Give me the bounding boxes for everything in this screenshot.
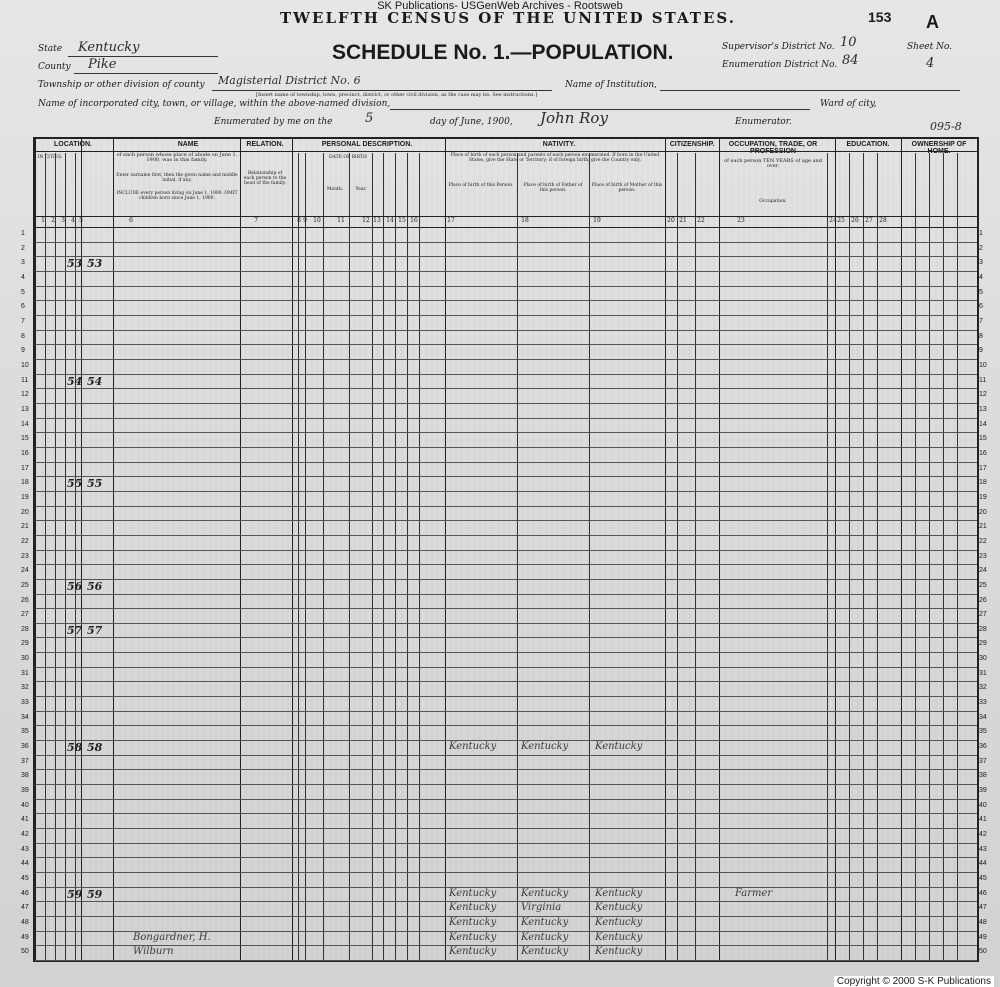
row-divider: [35, 887, 977, 888]
name-rule: Enter surname first, then the given name and middle initial, if any.: [116, 173, 238, 183]
row-number: 49: [21, 933, 29, 941]
family-number: 54: [87, 374, 103, 388]
row-number: 27: [979, 611, 987, 619]
column-number: 6: [129, 217, 133, 224]
column-divider: [517, 153, 518, 960]
row-number: 9: [979, 347, 983, 355]
group-occupation: OCCUPATION, TRADE, OR PROFESSION: [728, 141, 818, 155]
family-number: 56: [87, 579, 103, 593]
row-number: 37: [21, 757, 29, 765]
supervisor-value: 10: [840, 35, 857, 50]
row-divider: [35, 447, 977, 448]
township-label: Township or other division of county: [38, 80, 205, 90]
row-number: 10: [21, 361, 29, 369]
row-divider: [35, 286, 977, 287]
row-divider: [35, 799, 977, 800]
row-divider: [35, 652, 977, 653]
row-number: 32: [979, 684, 987, 692]
row-number: 49: [979, 933, 987, 941]
column-number: 22: [697, 217, 705, 224]
dwelling-number: 56: [67, 579, 83, 593]
row-number: 11: [21, 376, 29, 384]
column-number: 17: [447, 217, 455, 224]
column-number: 5: [79, 217, 83, 224]
state-label: State: [38, 44, 63, 54]
column-divider: [419, 153, 420, 960]
enumeration-value: 84: [842, 53, 859, 68]
row-divider: [35, 242, 977, 243]
row-divider: [35, 227, 977, 228]
row-number: 10: [979, 361, 987, 369]
township-value: Magisterial District No. 6: [218, 74, 361, 87]
row-number: 8: [21, 332, 25, 340]
birthplace-father: Kentucky: [521, 931, 569, 943]
row-number: 6: [21, 303, 25, 311]
row-number: 47: [979, 904, 987, 912]
row-number: 32: [21, 684, 29, 692]
row-divider: [35, 594, 977, 595]
group-personal: PERSONAL DESCRIPTION.: [321, 141, 413, 148]
column-divider: [45, 153, 46, 960]
group-ownership: OWNERSHIP OF HOME.: [911, 141, 967, 155]
column-divider: [75, 153, 76, 960]
column-divider: [827, 153, 828, 960]
row-number: 36: [21, 743, 29, 751]
enumerator-label: Enumerator.: [735, 117, 792, 127]
row-number: 50: [979, 948, 987, 956]
row-divider: [35, 506, 977, 507]
row-divider: [35, 520, 977, 521]
row-number: 1: [21, 230, 25, 237]
row-divider: [35, 462, 977, 463]
row-number: 4: [979, 273, 983, 281]
date-of-birth-label: DATE OF BIRTH: [329, 155, 367, 160]
column-number: 20: [667, 217, 675, 224]
row-divider: [35, 418, 977, 419]
row-divider: [35, 579, 977, 580]
row-divider: [35, 300, 977, 301]
column-divider: [915, 153, 916, 960]
birth-father-label: Place of birth of Father of this person.: [523, 183, 583, 193]
row-divider: [35, 901, 977, 902]
row-number: 19: [979, 493, 987, 501]
column-number: 25: [837, 217, 845, 224]
row-number: 50: [21, 948, 29, 956]
row-number: 46: [979, 889, 987, 897]
row-number: 12: [21, 391, 29, 399]
row-divider: [35, 667, 977, 668]
row-number: 16: [21, 449, 29, 457]
row-number: 23: [21, 552, 29, 560]
row-number: 45: [21, 875, 29, 883]
row-number: 47: [21, 904, 29, 912]
row-number: 33: [21, 699, 29, 707]
column-divider: [929, 153, 930, 960]
row-divider: [35, 711, 977, 712]
credit-bottom: Copyright © 2000 S-K Publications: [834, 976, 994, 987]
row-number: 30: [21, 655, 29, 663]
column-number: 9: [303, 217, 307, 224]
birthplace-mother: Kentucky: [595, 917, 643, 929]
enumeration-label: Enumeration District No.: [722, 60, 838, 70]
row-divider: [35, 476, 977, 477]
column-number: 19: [593, 217, 601, 224]
column-divider: [943, 153, 944, 960]
row-divider: [35, 696, 977, 697]
column-divider: [863, 153, 864, 960]
column-number: 16: [410, 217, 418, 224]
enumerated-day: 5: [365, 111, 374, 126]
row-number: 18: [979, 479, 987, 487]
column-number: 15: [398, 217, 406, 224]
month-label: Month.: [326, 187, 344, 192]
row-number: 7: [21, 317, 25, 325]
row-divider: [35, 315, 977, 316]
row-number: 35: [979, 728, 987, 736]
row-number: 8: [979, 332, 983, 340]
row-number: 45: [979, 875, 987, 883]
column-divider: [65, 153, 66, 960]
group-education: EDUCATION.: [846, 141, 890, 148]
township-note: [Insert name of township, town, precinct, district, or other civil division, as the case may be. See instructions.]: [256, 92, 538, 98]
row-divider: [35, 843, 977, 844]
row-number: 41: [979, 816, 987, 824]
page-letter: A: [926, 12, 939, 32]
column-divider: [677, 153, 678, 960]
supervisor-label: Supervisor's District No.: [722, 42, 835, 52]
row-divider: [35, 256, 977, 257]
row-number: 44: [979, 860, 987, 868]
row-number: 28: [21, 625, 29, 633]
row-number: 40: [21, 801, 29, 809]
row-number: 16: [979, 449, 987, 457]
row-number: 20: [21, 508, 29, 516]
column-divider: [407, 153, 408, 960]
column-number: 26: [851, 217, 859, 224]
column-divider: [695, 153, 696, 960]
birthplace-father: Kentucky: [521, 741, 569, 753]
group-location: LOCATION.: [54, 141, 92, 148]
row-divider: [35, 623, 977, 624]
county-value: Pike: [88, 57, 117, 72]
row-number: 31: [21, 669, 29, 677]
column-divider: [957, 153, 958, 960]
column-divider: [298, 153, 299, 960]
row-number: 34: [21, 713, 29, 721]
row-divider: [35, 344, 977, 345]
county-line: [74, 73, 218, 74]
column-number: 27: [865, 217, 873, 224]
relation-description: Relationship of each person to the head of the family.: [243, 171, 287, 186]
row-number: 4: [21, 273, 25, 281]
row-divider: [35, 564, 977, 565]
column-divider: [305, 153, 306, 960]
occupation-entry: Farmer: [735, 887, 773, 899]
row-number: 38: [21, 772, 29, 780]
row-number: 2: [21, 244, 25, 252]
row-divider: [35, 960, 977, 961]
dwelling-number: 53: [67, 257, 83, 271]
column-number: 4: [71, 217, 75, 224]
birthplace-father: Kentucky: [521, 946, 569, 958]
row-number: 31: [979, 669, 987, 677]
birthplace-person: Kentucky: [449, 741, 497, 753]
row-divider: [35, 813, 977, 814]
birthplace-father: Virginia: [521, 902, 562, 914]
enumerator-name: John Roy: [540, 109, 608, 127]
row-number: 29: [21, 640, 29, 648]
row-number: 22: [21, 537, 29, 545]
column-number: 2: [51, 217, 55, 224]
row-divider: [35, 550, 977, 551]
year-label: Year.: [355, 187, 367, 192]
birthplace-mother: Kentucky: [595, 931, 643, 943]
row-number: 13: [21, 405, 29, 413]
column-divider: [349, 153, 350, 960]
column-divider: [323, 153, 324, 960]
group-name: NAME: [177, 141, 199, 148]
row-number: 44: [21, 860, 29, 868]
row-number: 24: [979, 567, 987, 575]
row-number: 30: [979, 655, 987, 663]
occupation-description: of each person TEN YEARS of age and over.: [724, 158, 822, 169]
row-number: 17: [979, 464, 987, 472]
row-divider: [35, 681, 977, 682]
row-divider: [35, 740, 977, 741]
row-number: 14: [21, 420, 29, 428]
row-number: 21: [21, 523, 29, 531]
row-divider: [35, 330, 977, 331]
row-number: 39: [979, 787, 987, 795]
person-name: Bongardner, H.: [133, 931, 211, 943]
row-number: 48: [979, 919, 987, 927]
dwelling-number: 59: [67, 887, 83, 901]
row-divider: [35, 916, 977, 917]
census-title: TWELFTH CENSUS OF THE UNITED STATES.: [280, 9, 736, 27]
row-number: 48: [21, 919, 29, 927]
enumerated-prefix: Enumerated by me on the: [214, 117, 333, 127]
group-relation: RELATION.: [246, 141, 284, 148]
row-number: 5: [979, 288, 983, 296]
row-divider: [35, 769, 977, 770]
row-number: 12: [979, 391, 987, 399]
row-number: 35: [21, 728, 29, 736]
row-divider: [35, 857, 977, 858]
ward-label: Ward of city,: [820, 99, 877, 109]
row-divider: [35, 828, 977, 829]
nativity-description: Place of birth of each person and parents of each person enumerated. If born in the United States, give the State or Territory; if of foreign birth, give the Country only.: [450, 153, 660, 163]
sheet-value: 4: [926, 56, 935, 71]
row-divider: [35, 388, 977, 389]
column-number: 11: [337, 217, 345, 224]
row-number: 23: [979, 552, 987, 560]
row-number: 18: [21, 479, 29, 487]
township-line: [212, 90, 552, 91]
margin-note: 095-8: [930, 120, 962, 133]
group-nativity: NATIVITY.: [542, 141, 576, 148]
row-divider: [35, 359, 977, 360]
birthplace-father: Kentucky: [521, 887, 569, 899]
column-number: 14: [386, 217, 394, 224]
row-number: 2: [979, 244, 983, 252]
name-include: INCLUDE every person living on June 1, 1900. OMIT children born since June 1, 1900.: [116, 191, 238, 201]
row-number: 40: [979, 801, 987, 809]
row-number: 28: [979, 625, 987, 633]
family-number: 59: [87, 887, 103, 901]
row-number: 37: [979, 757, 987, 765]
row-number: 36: [979, 743, 987, 751]
row-number: 42: [979, 831, 987, 839]
row-number: 3: [21, 259, 25, 267]
row-number: 38: [979, 772, 987, 780]
row-number: 43: [21, 845, 29, 853]
birthplace-mother: Kentucky: [595, 741, 643, 753]
row-number: 9: [21, 347, 25, 355]
row-number: 39: [21, 787, 29, 795]
birthplace-person: Kentucky: [449, 887, 497, 899]
family-number: 58: [87, 741, 103, 755]
column-divider: [55, 153, 56, 960]
row-number: 25: [21, 581, 29, 589]
page-number: 153: [868, 9, 892, 25]
row-number: 17: [21, 464, 29, 472]
row-number: 1: [979, 230, 983, 237]
column-number: 12: [362, 217, 370, 224]
column-divider: [849, 153, 850, 960]
dwelling-number: 54: [67, 374, 83, 388]
row-number: 29: [979, 640, 987, 648]
column-number: 21: [679, 217, 687, 224]
row-number: 11: [979, 376, 987, 384]
row-number: 26: [979, 596, 987, 604]
row-number: 22: [979, 537, 987, 545]
birthplace-mother: Kentucky: [595, 946, 643, 958]
population-table: [21, 137, 987, 962]
row-divider: [35, 725, 977, 726]
row-number: 42: [21, 831, 29, 839]
row-number: 14: [979, 420, 987, 428]
occupation-word: Occupation.: [759, 199, 787, 204]
row-number: 21: [979, 523, 987, 531]
row-number: 20: [979, 508, 987, 516]
family-number: 57: [87, 623, 103, 637]
state-value: Kentucky: [78, 40, 140, 55]
row-number: 43: [979, 845, 987, 853]
column-number: 10: [313, 217, 321, 224]
group-header-rule: [35, 151, 977, 152]
row-number: 24: [21, 567, 29, 575]
row-divider: [35, 784, 977, 785]
group-citizenship: CITIZENSHIP.: [669, 141, 715, 148]
row-number: 13: [979, 405, 987, 413]
row-number: 25: [979, 581, 987, 589]
birthplace-person: Kentucky: [449, 917, 497, 929]
row-number: 27: [21, 611, 29, 619]
column-number: 13: [373, 217, 381, 224]
institution-line: [660, 90, 960, 91]
family-number: 53: [87, 257, 103, 271]
institution-label: Name of Institution,: [565, 80, 658, 90]
column-number: 3: [61, 217, 65, 224]
family-number: 55: [87, 477, 103, 491]
row-divider: [35, 945, 977, 946]
county-label: County: [38, 62, 71, 72]
row-divider: [35, 271, 977, 272]
row-divider: [35, 872, 977, 873]
birthplace-mother: Kentucky: [595, 902, 643, 914]
row-divider: [35, 608, 977, 609]
row-number: 7: [979, 317, 983, 325]
column-number: 23: [737, 217, 745, 224]
column-divider: [877, 153, 878, 960]
birthplace-person: Kentucky: [449, 931, 497, 943]
city-label: Name of incorporated city, town, or village, within the above-named division,: [38, 99, 391, 109]
column-number: 8: [297, 217, 301, 224]
dwelling-number: 58: [67, 741, 83, 755]
person-name: Wilburn: [133, 946, 174, 958]
name-description: of each person whose place of abode on June 1, 1900, was in this family.: [116, 152, 238, 163]
row-divider: [35, 637, 977, 638]
column-number: 28: [879, 217, 887, 224]
row-number: 26: [21, 596, 29, 604]
row-number: 15: [979, 435, 987, 443]
birthplace-mother: Kentucky: [595, 887, 643, 899]
row-divider: [35, 432, 977, 433]
credit-top: SK Publications- USGenWeb Archives - Rootsweb: [377, 0, 623, 12]
row-number: 33: [979, 699, 987, 707]
row-number: 41: [21, 816, 29, 824]
column-divider: [589, 153, 590, 960]
birthplace-person: Kentucky: [449, 946, 497, 958]
dwelling-number: 57: [67, 623, 83, 637]
birthplace-father: Kentucky: [521, 917, 569, 929]
column-number: 18: [521, 217, 529, 224]
schedule-title: SCHEDULE No. 1.—POPULATION.: [332, 41, 674, 64]
column-number: 7: [254, 217, 258, 224]
row-number: 34: [979, 713, 987, 721]
column-number: 1: [41, 217, 45, 224]
column-divider: [372, 153, 373, 960]
row-number: 3: [979, 259, 983, 267]
column-divider: [395, 153, 396, 960]
row-divider: [35, 755, 977, 756]
column-number: 24: [829, 217, 837, 224]
row-divider: [35, 491, 977, 492]
row-number: 15: [21, 435, 29, 443]
row-divider: [35, 535, 977, 536]
row-number: 46: [21, 889, 29, 897]
row-divider: [35, 403, 977, 404]
row-number: 6: [979, 303, 983, 311]
birth-mother-label: Place of birth of Mother of this person.: [591, 183, 663, 193]
in-cities-label: IN CITIES.: [37, 155, 63, 160]
enumerated-month: day of June, 1900,: [430, 117, 513, 127]
row-divider: [35, 374, 977, 375]
birthplace-person: Kentucky: [449, 902, 497, 914]
row-number: 19: [21, 493, 29, 501]
dwelling-number: 55: [67, 477, 83, 491]
column-divider: [383, 153, 384, 960]
birth-person-label: Place of birth of this Person.: [448, 183, 514, 188]
sheet-label: Sheet No.: [907, 42, 953, 52]
row-number: 5: [21, 288, 25, 296]
